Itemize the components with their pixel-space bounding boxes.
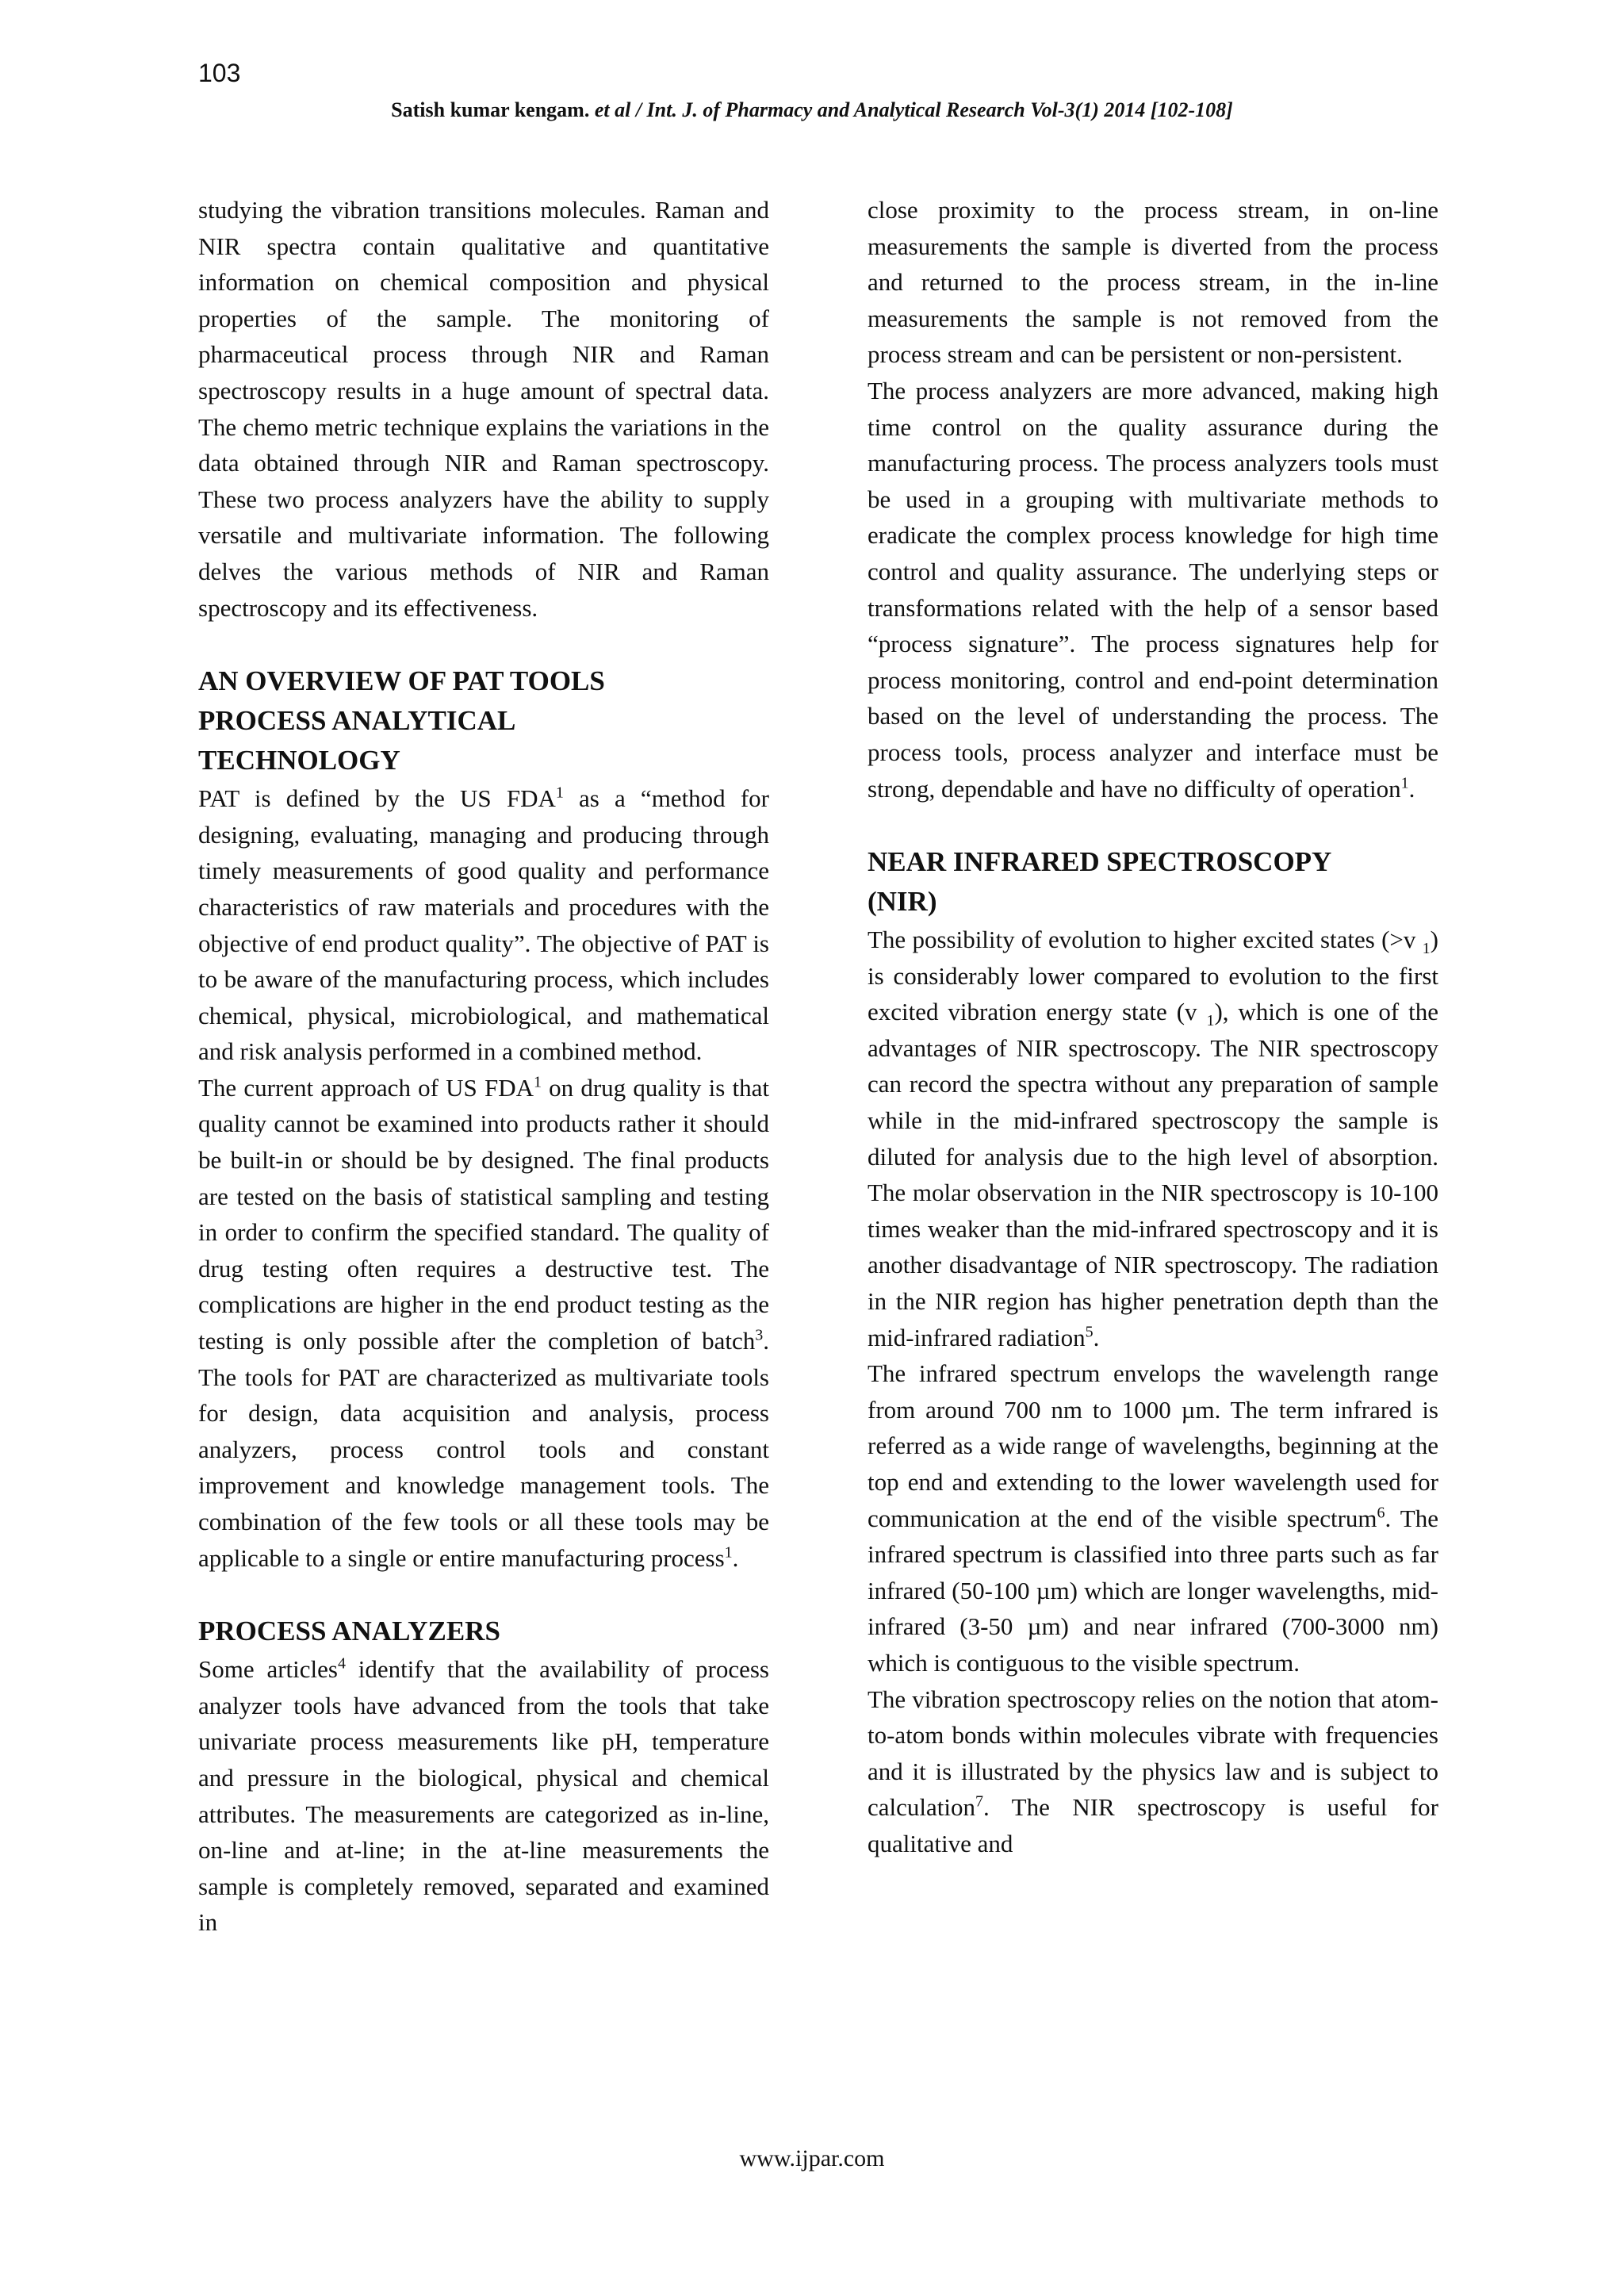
pat-heading-line-2: PROCESS ANALYTICAL xyxy=(198,705,516,737)
text-run: The current approach of US FDA xyxy=(198,1073,534,1102)
nir-heading xyxy=(868,842,1438,922)
analyzers-advanced-paragraph xyxy=(868,373,1438,807)
text-run: on drug quality is that quality cannot be examined into products rather it should be built-in or should be by designed. The final products are tested on the basis of statistical sampling and testing in order to confirm the specified standard. The quality of drug testing often requires a destructive test. The complications are higher in the end product testing as the testing is only possible after the completion of batch xyxy=(198,1073,769,1355)
citation: 4 xyxy=(337,1654,346,1673)
text-run: The vibration spectroscopy relies on the notion that atom-to-atom bonds within molecules vibrate with frequencies and it is illustrated by the physics law and is subject to calculation xyxy=(868,1685,1438,1822)
page-number: 103 xyxy=(198,59,241,87)
text-run: identify that the availability of process analyzer tools have advanced from the tools that take univariate process measurements like pH, temperature and pressure in the biological, physical and chemical attributes. The measurements are categorized as in-line, on-line and at-line; in the at-line measurements the sample is completely removed, separated and examined in xyxy=(198,1655,769,1937)
citation: 5 xyxy=(1085,1323,1094,1341)
nir-paragraph xyxy=(868,922,1438,1355)
citation: 3 xyxy=(755,1326,764,1344)
text-run: Some articles xyxy=(198,1655,338,1684)
left-column xyxy=(198,192,769,1941)
text-run: . xyxy=(1408,774,1415,803)
process-analyzers-heading: PROCESS ANALYZERS xyxy=(198,1616,500,1647)
pat-definition-paragraph xyxy=(198,780,769,1070)
text-run: as a “method for designing, evaluating, managing and producing through timely measurements of good quality and performance characteristics of raw materials and procedures with the objective of end product quality”. The objective of PAT is to be aware of the manufacturing process, which includes chemical, physical, microbiological, and mathematical and risk analysis performed in a combined method. xyxy=(198,784,769,1066)
citation: 7 xyxy=(975,1793,983,1811)
text-run: . The NIR spectroscopy is useful for qualitative and xyxy=(868,1793,1438,1857)
spacer xyxy=(198,626,769,661)
nir-heading-line-1: NEAR INFRARED SPECTROSCOPY xyxy=(868,846,1332,878)
text-run: ), which is one of the advantages of NIR spectroscopy. The NIR spectroscopy can record the spectra without any preparation of sample while in the mid-infrared spectroscopy the sample is diluted for analysis due to the high level of absorption. The molar observation in the NIR spectroscopy is 10-100 times weaker than the mid-infrared spectroscopy and it is another disadvantage of NIR spectroscopy. The radiation in the NIR region has higher penetration depth than the mid-infrared radiation xyxy=(868,998,1438,1351)
infrared-spectrum-paragraph xyxy=(868,1355,1438,1681)
right-column xyxy=(868,192,1438,1862)
pat-heading-line-1: AN OVERVIEW OF PAT TOOLS xyxy=(198,665,605,697)
text-run: PAT is defined by the US FDA xyxy=(198,784,556,813)
subscript: 1 xyxy=(1206,1012,1215,1030)
citation: 6 xyxy=(1377,1504,1385,1522)
footer-url: www.ijpar.com xyxy=(739,2145,885,2171)
nir-heading-line-2: (NIR) xyxy=(868,886,937,918)
spacer xyxy=(198,1576,769,1612)
text-run: . The tools for PAT are characterized as multivariate tools for design, data acquisition and analysis, process analyzers, process control tools and constant improvement and knowledge management tools. The combination of the few tools or all these tools may be applicable to a single or entire manufacturing process xyxy=(198,1327,769,1572)
text-run: . The infrared spectrum is classified into three parts such as far infrared (50-100 µm) which are longer wavelengths, mid-infrared (3-50 µm) and near infrared (700-3000 nm) which is contiguous to the visible spectrum. xyxy=(868,1504,1438,1677)
citation: 1 xyxy=(1400,774,1409,792)
citation: 1 xyxy=(533,1073,542,1091)
text-run: The infrared spectrum envelops the wavelength range from around 700 nm to 1000 µm. The term infrared is referred as a wide range of wavelengths, beginning at the top end and extending to the lower wavelength used for communication at the end of the visible spectrum xyxy=(868,1359,1438,1532)
citation: 1 xyxy=(724,1543,733,1562)
pat-heading-line-3: TECHNOLOGY xyxy=(198,745,400,776)
text-run: The possibility of evolution to higher excited states (>v xyxy=(868,926,1423,954)
text-run: . xyxy=(1093,1323,1100,1351)
text-run: The process analyzers are more advanced, making high time control on the quality assurance during the manufacturing process. The process analyzers tools must be used in a grouping with multivariate methods to eradicate the complex process knowledge for high time control and quality assurance. The underlying steps or transformations related with the help of a sensor based “process signature”. The process signatures help for process monitoring, control and end-point determination based on the level of understanding the process. The process tools, process analyzer and interface must be strong, dependable and have no difficulty of operation xyxy=(868,376,1438,803)
intro-paragraph: studying the vibration transitions molecules. Raman and NIR spectra contain qualitative and quantitative information on chemical composition and physical properties of the sample. The monitoring of pharmaceutical process through NIR and Raman spectroscopy results in a huge amount of spectral data. The chemo metric technique explains the variations in the data obtained through NIR and Raman spectroscopy. These two process analyzers have the ability to supply versatile and multivariate information. The following delves the various methods of NIR and Raman spectroscopy and its effectiveness. xyxy=(198,196,769,622)
subscript: 1 xyxy=(1422,940,1431,958)
vibration-paragraph xyxy=(868,1681,1438,1862)
text-run: ) is considerably lower compared to evolution to the first excited vibration energy state (v xyxy=(868,926,1438,1026)
running-header xyxy=(0,98,1624,122)
header-author: Satish kumar kengam. xyxy=(391,98,590,121)
text-run: . xyxy=(732,1543,739,1572)
citation: 1 xyxy=(555,784,564,802)
pat-overview-heading xyxy=(198,661,769,780)
header-journal: et al / Int. J. of Pharmacy and Analytical Research Vol-3(1) 2014 [102-108] xyxy=(594,98,1233,121)
fda-approach-paragraph xyxy=(198,1070,769,1576)
spacer xyxy=(868,807,1438,842)
analyzers-continued-paragraph: close proximity to the process stream, in on-line measurements the sample is diverted from the process and returned to the process stream, in the in-line measurements the sample is not removed from the process stream and can be persistent or non-persistent. xyxy=(868,196,1438,369)
analyzers-paragraph xyxy=(198,1651,769,1941)
